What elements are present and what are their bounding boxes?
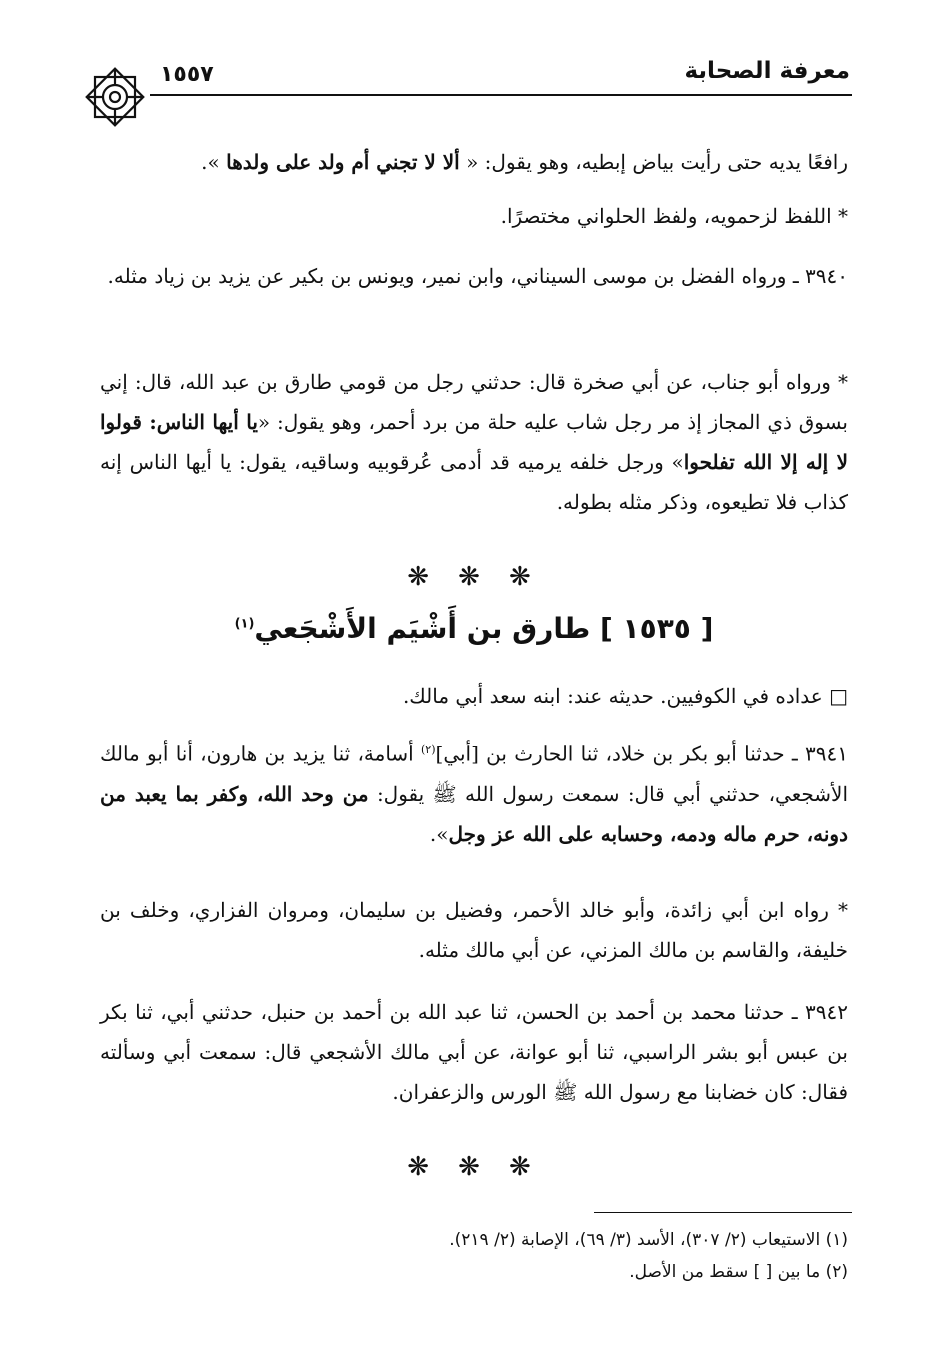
- paragraph-narration: [100, 362, 848, 522]
- page-number: ١٥٥٧: [160, 62, 214, 87]
- bold-quote: يا أيها الناس: قولوا لا إله إلا الله تفلحوا: [100, 410, 848, 474]
- text-run: ».: [429, 821, 449, 846]
- paragraph-continuation: [100, 142, 848, 182]
- ornament-icon: [80, 62, 150, 132]
- bold-quote: ألا لا تجني أم ولد على ولدها: [226, 150, 460, 174]
- section-separator: ❋ ❋ ❋: [407, 562, 541, 592]
- text-run: ».: [201, 150, 227, 174]
- entry-intro: □ عداده في الكوفيين. حديثه عند: ابنه سعد أبي مالك.: [402, 684, 848, 708]
- paragraph-note: * اللفظ لزحمويه، ولفظ الحلواني مختصرًا.: [500, 204, 848, 228]
- text-run: ٣٩٤١ ـ حدثنا أبو بكر بن خلاد، ثنا الحارث بن [أبي]: [435, 741, 848, 766]
- text-run: أسامة، ثنا يزيد بن هارون، أنا أبو مالك الأشجعي، حدثني أبي قال: سمعت رسول الله ﷺ يقول:: [100, 741, 848, 806]
- footnote-2: (٢) ما بين [ ] سقط من الأصل.: [629, 1262, 848, 1282]
- header-rule: [150, 94, 852, 96]
- entry-heading: [0, 612, 948, 645]
- footnote-marker: (١): [234, 616, 255, 632]
- text-run: » ورجل خلفه يرميه قد أدمى عُرقوبيه وساقيه، يقول: يا أيها الناس إنه كذاب فلا تطيعوه، وذكر مثله بطوله.: [100, 450, 848, 514]
- paragraph-narrators: * رواه ابن أبي زائدة، وأبو خالد الأحمر، وفضيل بن سليمان، ومروان الفزاري، وخلف بن خليفة، والقاسم بن مالك المزني، عن أبي مالك مثله.: [100, 898, 848, 962]
- footnote-rule: [594, 1212, 852, 1213]
- paragraph-hadith-3941: [100, 730, 848, 854]
- paragraph-hadith-3942: ٣٩٤٢ ـ حدثنا محمد بن أحمد بن الحسن، ثنا عبد الله بن أحمد بن حنبل، حدثني أبي، ثنا بكر بن عبس أبو بشر الراسبي، ثنا أبو عوانة، عن أبي مالك الأشجعي قال: سمعت أبي وسألته فقال: كان خضابنا مع رسول الله ﷺ الورس والزعفران.: [100, 1000, 848, 1104]
- entry-title: [ ١٥٣٥ ] طارق بن أَشْيَم الأَشْجَعي: [254, 612, 714, 645]
- section-separator-end: ❋ ❋ ❋: [407, 1152, 541, 1182]
- text-run: رافعًا يديه حتى رأيت بياض إبطيه، وهو يقول: «: [459, 150, 848, 174]
- running-title: معرفة الصحابة: [684, 58, 850, 84]
- paragraph-hadith-3940: ٣٩٤٠ ـ ورواه الفضل بن موسى السيناني، وابن نمير، ويونس بن بكير عن يزيد بن زياد مثله.: [107, 264, 848, 288]
- footnote-marker: (٢): [421, 743, 436, 756]
- text-run: * ورواه أبو جناب، عن أبي صخرة قال: حدثني رجل من قومي طارق بن عبد الله، قال: إني بسوق ذي المجاز إذ مر رجل شاب عليه حلة من برد أحمر، وهو يقول: «: [100, 370, 848, 434]
- bold-quote: من وحد الله، وكفر بما يعبد من دونه، حرم ماله ودمه، وحسابه على الله عز وجل: [100, 781, 848, 846]
- footnote-1: (١) الاستيعاب (٢/ ٣٠٧)، الأسد (٣/ ٦٩)، الإصابة (٢/ ٢١٩).: [449, 1230, 848, 1250]
